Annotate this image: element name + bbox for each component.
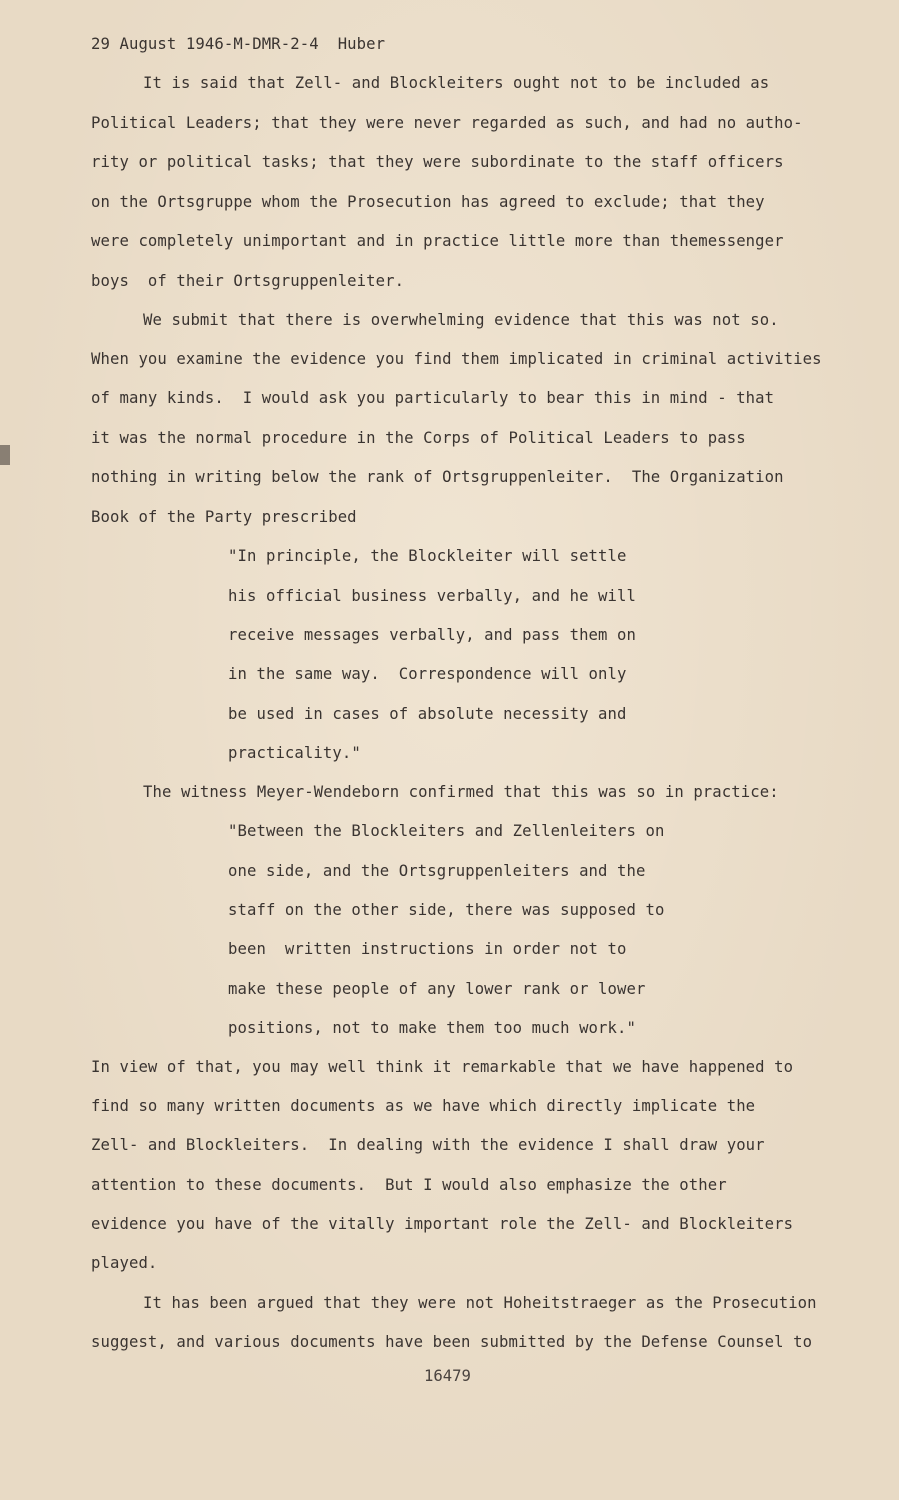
text-line: Zell- and Blockleiters. In dealing with the evidence I shall draw your [91, 1136, 765, 1154]
text-line: suggest, and various documents have been submitted by the Defense Counsel to [91, 1333, 813, 1351]
text-line: Political Leaders; that they were never regarded as such, and had no autho- [91, 114, 803, 132]
text-line: were completely unimportant and in practice little more than themessenger [91, 232, 784, 250]
text-line: boys of their Ortsgruppenleiter. [91, 272, 405, 290]
quote-line: be used in cases of absolute necessity and [228, 705, 627, 723]
text-line: In view of that, you may well think it remarkable that we have happened to [91, 1058, 794, 1076]
quote-line: been written instructions in order not to [228, 940, 627, 958]
quote-line: in the same way. Correspondence will only [228, 665, 627, 683]
quote-line: practicality." [228, 744, 361, 762]
text-line: it was the normal procedure in the Corps of Political Leaders to pass [91, 429, 746, 447]
text-line: The witness Meyer-Wendeborn confirmed that this was so in practice: [143, 783, 779, 801]
quote-line: receive messages verbally, and pass them on [228, 626, 636, 644]
text-line: Book of the Party prescribed [91, 508, 357, 526]
quote-line: one side, and the Ortsgruppenleiters and the [228, 862, 646, 880]
quote-line: his official business verbally, and he will [228, 587, 636, 605]
page-header: 29 August 1946-M-DMR-2-4 Huber [91, 35, 386, 53]
text-line: played. [91, 1254, 158, 1272]
text-line: attention to these documents. But I would also emphasize the other [91, 1176, 727, 1194]
text-line: find so many written documents as we have which directly implicate the [91, 1097, 756, 1115]
quote-line: make these people of any lower rank or lower [228, 980, 646, 998]
page-number: 16479 [424, 1367, 471, 1385]
text-line: nothing in writing below the rank of Ortsgruppenleiter. The Organization [91, 468, 784, 486]
quote-line: "In principle, the Blockleiter will settle [228, 547, 627, 565]
text-line: on the Ortsgruppe whom the Prosecution has agreed to exclude; that they [91, 193, 765, 211]
text-line: It is said that Zell- and Blockleiters ought not to be included as [143, 74, 770, 92]
quote-line: positions, not to make them too much work." [228, 1019, 636, 1037]
text-line: of many kinds. I would ask you particularly to bear this in mind - that [91, 389, 775, 407]
text-line: When you examine the evidence you find them implicated in criminal activities [91, 350, 822, 368]
quote-line: staff on the other side, there was supposed to [228, 901, 665, 919]
text-line: It has been argued that they were not Hoheitstraeger as the Prosecution [143, 1294, 817, 1312]
text-line: evidence you have of the vitally important role the Zell- and Blockleiters [91, 1215, 794, 1233]
text-line: rity or political tasks; that they were subordinate to the staff officers [91, 153, 784, 171]
binding-mark [0, 445, 10, 465]
quote-line: "Between the Blockleiters and Zellenleiters on [228, 822, 665, 840]
text-line: We submit that there is overwhelming evidence that this was not so. [143, 311, 779, 329]
